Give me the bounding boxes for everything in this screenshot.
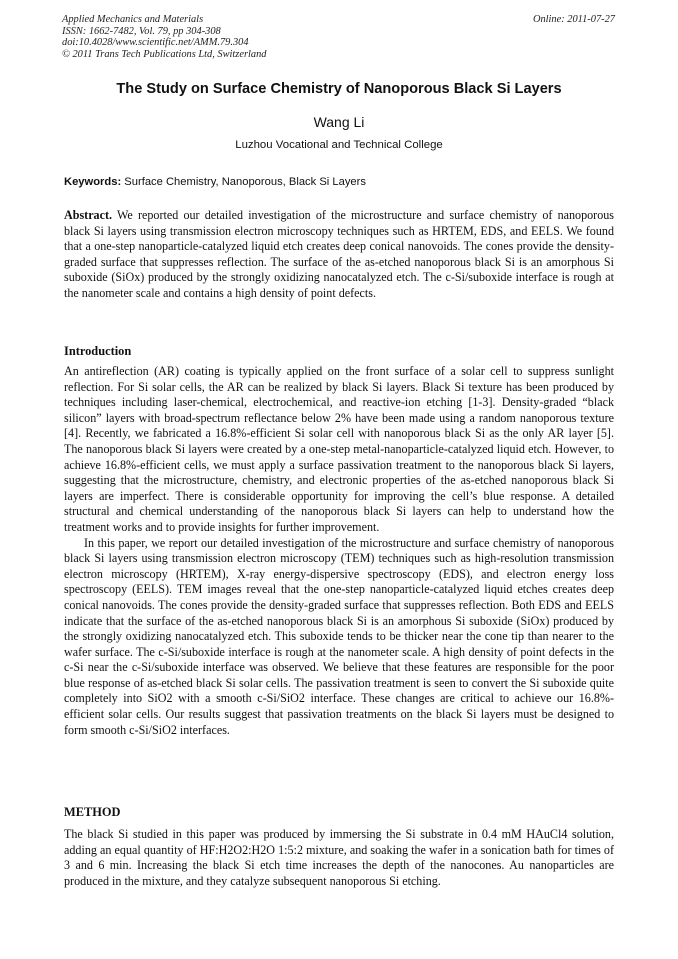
keywords-text: Surface Chemistry, Nanoporous, Black Si Layers (121, 176, 366, 188)
author-name: Wang Li (313, 114, 365, 130)
issn-line: ISSN: 1662-7482, Vol. 79, pp 304-308 (62, 25, 221, 37)
author-affiliation: Luzhou Vocational and Technical College (235, 139, 443, 151)
doi-line: doi:10.4028/www.scientific.net/AMM.79.304 (62, 37, 249, 49)
method-paragraph-1: The black Si studied in this paper was produced by immersing the Si substrate in 0.4 mM HAuCl4 solution, adding an equal quantity of HF:H2O2:H2O 1:5:2 mixture, and soaking the wafer in a sonication bath for times of 3 and 6 min. Increasing the black Si etch time increases the depth of the nanocones. Au nanoparticles are produced in the mixture, and they catalyze subsequent nanoporous Si etching. (64, 827, 614, 888)
method-section (64, 827, 614, 889)
paper-title: The Study on Surface Chemistry of Nanoporous Black Si Layers (116, 81, 562, 97)
journal-name: Applied Mechanics and Materials (62, 14, 204, 25)
method-heading: METHOD (64, 805, 121, 819)
introduction-paragraph-1: An antireflection (AR) coating is typically applied on the front surface of a solar cell to suppress sunlight reflection. For Si solar cells, the AR can be realized by black Si layers. Black Si texture has been produced by techniques including laser-chemical, electrochemical, and reactive-ion etching [1-3]. Density-graded “black silicon” layers with broad-spectrum reflectance below 2% have been made using a random nanoporous texture [4]. Recently, we fabricated a 16.8%-efficient Si solar cell with nanoporous black Si as the only AR layer [5]. The nanoporous black Si layers were created by a one-step metal-nanoparticle-catalyzed liquid etch. However, to achieve 16.8%-efficient cells, we must apply a surface passivation treatment to the nanoporous black Si layers, suggesting that the microstructure, chemistry, and electronic properties of the as-etched nanoporous black Si layers are imperfect. There is considerable opportunity for improving the cell’s blue response. A detailed structural and chemical understanding of the nanoporous black Si layers can help to understand how the treatment works and to provide insights for further improvement. (64, 364, 614, 534)
abstract-text: We reported our detailed investigation of the microstructure and surface chemistry of nanoporous black Si layers using transmission electron microscopy techniques such as HRTEM, EDS, and EELS. We found that a one-step nanoparticle-catalyzed liquid etch creates deep conical nanovoids. The cones provide the density-graded surface that suppresses reflection. The surface of the as-etched nanoporous black Si is an amorphous Si suboxide (SiOx) produced by the strongly oxidizing nanocatalyzed etch. The c-Si/suboxide interface is rough at the nanometer scale and contains a high density of point defects. (64, 208, 614, 300)
abstract-section (64, 208, 614, 302)
introduction-paragraph-2: In this paper, we report our detailed investigation of the microstructure and surface chemistry of nanoporous black Si layers using transmission electron microscopy (TEM) techniques such as high-resolution transmission electron microscopy (HRTEM), X-ray energy-dispersive spectroscopy (EDS), and electron energy loss spectroscopy (EELS). TEM images reveal that the one-step nanoparticle-catalyzed liquid etches creates deep conical nanovoids. The cones provide the density-graded surface that suppresses reflection. Both EDS and EELS indicate that the surface of the as-etched nanoporous black Si is an amorphous Si suboxide (SiOx) produced by the strongly oxidizing nanocatalyzed etch. This suboxide tends to be thicker near the cone tip than nearer to the wafer surface. The c-Si/suboxide interface is rough at the nanometer scale. A high density of point defects in the c-Si near the c-Si/suboxide interface was observed. We believe that these features are responsible for the poor blue response of as-etched black Si solar cells. The passivation treatment is seen to convert the Si suboxide quite completely into SiO2 with a smooth c-Si/SiO2 interface. These changes are critical to achieve our 16.8%-efficient solar cells. Our results suggest that passivation treatments on the black Si layers must be designed to form smooth c-Si/SiO2 interfaces. (64, 535, 614, 737)
introduction-heading: Introduction (64, 344, 132, 358)
keywords-label: Keywords: (64, 176, 122, 188)
journal-header (62, 14, 266, 60)
keywords-line (64, 176, 366, 188)
online-date: Online: 2011-07-27 (532, 14, 615, 25)
introduction-section (64, 364, 614, 738)
copyright-line: © 2011 Trans Tech Publications Ltd, Switzerland (62, 48, 267, 60)
abstract-label: Abstract. (64, 208, 113, 222)
